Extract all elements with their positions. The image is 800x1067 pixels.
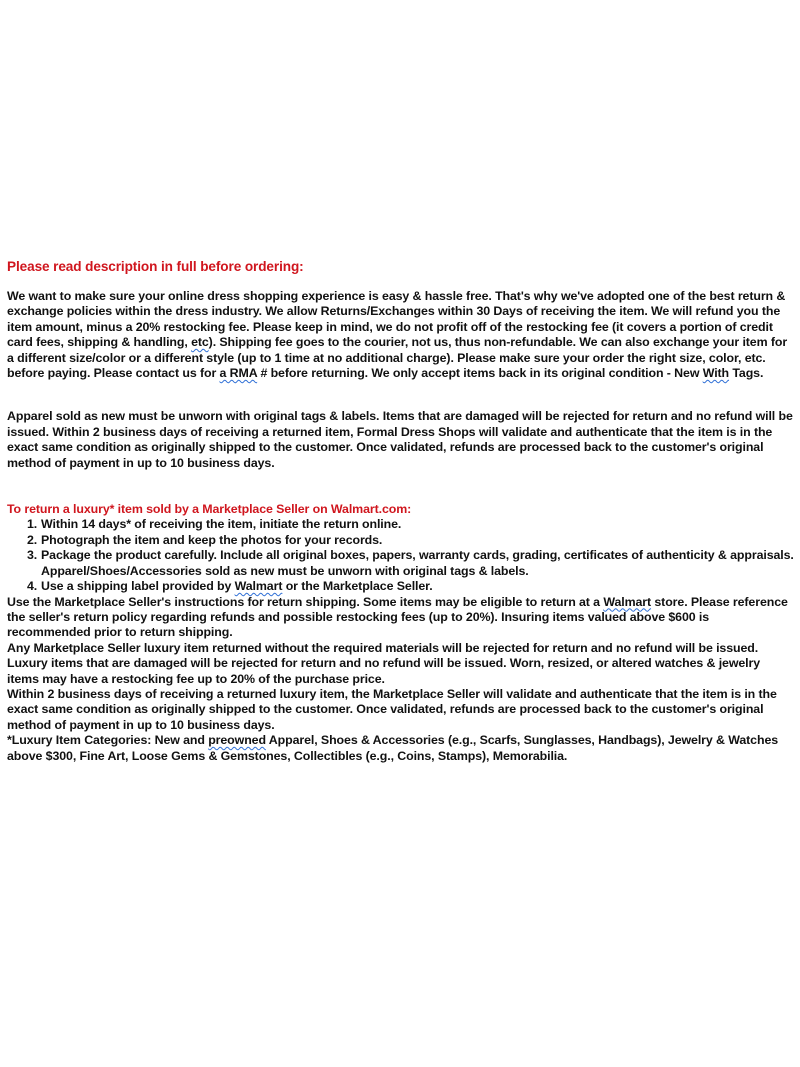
paragraph-text: We want to make sure your online dress shopping experience is easy & hassle free. That's why we've adopted one of the best return & exchange policies within the dress industry. We allow Returns/Exchanges within 30 Days of receiving the item. We will refund you the item amount, minus a 20% restocking fee. Please keep in mind, we do not profit off of the restocking fee (it covers a portion of credit card fees, shipping & handling, [7, 289, 786, 350]
step-number: 4. [27, 579, 38, 594]
step-text: Photograph the item and keep the photos for your records. [41, 532, 383, 547]
return-steps-list [7, 517, 795, 594]
luxury-categories-paragraph [7, 733, 795, 764]
return-exchange-paragraph [7, 289, 795, 381]
paragraph-text: *Luxury Item Categories: New and [7, 733, 209, 748]
spellcheck-word: With [702, 366, 730, 381]
return-shipping-instructions [7, 595, 795, 641]
list-item [7, 517, 795, 532]
paragraph-text: Apparel, Shoes & Accessories (e.g., Scarfs, Sunglasses, Handbags), Jewelry & Watches above $300, Fine Art, Loose Gems & Gemstones, Collectibles (e.g., Coins, Stamps), Memorabilia. [7, 733, 779, 763]
paragraph-text: Tags. [729, 366, 764, 381]
read-description-heading: Please read description in full before ordering: [7, 259, 304, 274]
spacer [7, 381, 795, 409]
paragraph-text: ). Shipping fee goes to the courier, not us, thus non-refundable. We can also exchange your item for a different size/color or a different style (up to 1 time at no additional charge). Please make sure your order the right size, color, etc. before paying. Please contact us for [7, 335, 788, 381]
step-text: or the Marketplace Seller. [282, 579, 433, 594]
step-text: Within 14 days* of receiving the item, initiate the return online. [41, 517, 402, 532]
spellcheck-word: a RMA [219, 366, 258, 381]
step-number: 1. [27, 517, 38, 532]
return-policy-document [7, 258, 795, 764]
luxury-return-heading: To return a luxury* item sold by a Marketplace Seller on Walmart.com: [7, 502, 412, 517]
seller-validation-paragraph: Within 2 business days of receiving a returned luxury item, the Marketplace Seller will validate and authenticate that the item is in the exact same condition as originally shipped to the customer. Once validated, refunds are processed back to the customer's original method of payment in up to 10 business days. [7, 686, 777, 732]
spellcheck-word: Walmart [234, 579, 283, 594]
list-item [7, 548, 795, 579]
missing-materials-paragraph: Any Marketplace Seller luxury item returned without the required materials will be rejected for return and no refund will be issued. [7, 640, 759, 655]
spellcheck-word: Walmart [603, 594, 652, 609]
step-number: 2. [27, 532, 38, 547]
spellcheck-word: preowned [208, 733, 266, 748]
paragraph-text: store. Please reference the seller's return policy regarding refunds and possible restocking fees (up to 20%). Insuring items valued above $600 is recommended prior to return shipping. [7, 594, 788, 640]
apparel-condition-paragraph: Apparel sold as new must be unworn with original tags & labels. Items that are damaged will be rejected for return and no refund will be issued. Within 2 business days of receiving a returned item, Formal Dress Shops will validate and authenticate that the item is in the exact same condition as originally shipped to the customer. Once validated, refunds are processed back to the customer's original method of payment in up to 10 business days. [7, 409, 793, 470]
damaged-items-paragraph: Luxury items that are damaged will be rejected for return and no refund will be issued. Worn, resized, or altered watches & jewelry items may have a restocking fee up to 20% of the purchase price. [7, 656, 761, 686]
paragraph-text: Use the Marketplace Seller's instructions for return shipping. Some items may be eligible to return at a [7, 594, 604, 609]
list-item [7, 579, 795, 594]
paragraph-text: # before returning. We only accept items back in its original condition - New [257, 366, 703, 381]
spacer [7, 471, 795, 502]
spacer [7, 275, 795, 289]
list-item [7, 533, 795, 548]
step-text: Package the product carefully. Include all original boxes, papers, warranty cards, grading, certificates of authenticity & appraisals. Apparel/Shoes/Accessories sold as new must be unworn with original tags & labels. [41, 548, 794, 578]
step-text: Use a shipping label provided by [41, 579, 235, 594]
step-number: 3. [27, 548, 38, 563]
spellcheck-word: etc [191, 335, 209, 350]
